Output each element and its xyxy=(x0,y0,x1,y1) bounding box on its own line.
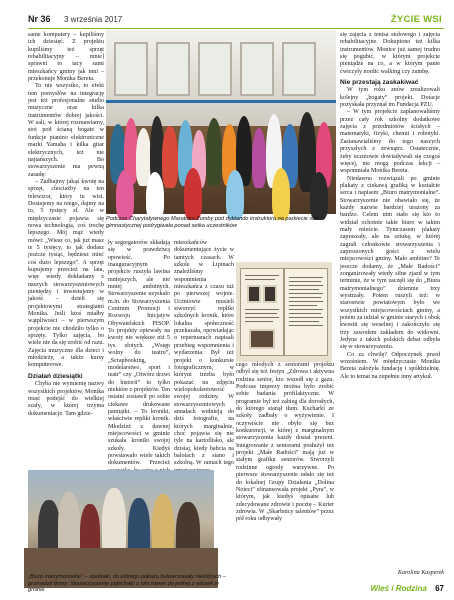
window xyxy=(156,42,190,96)
subheading: Nie przestają zaskakiwać xyxy=(340,79,419,87)
window xyxy=(198,42,232,96)
header-divider xyxy=(28,28,444,29)
page-footer xyxy=(370,584,444,593)
dancing-crowd xyxy=(106,110,336,220)
paragraph: – Zadbajmy jakąś kwotę na sprzęt, chociażby na ten telewizor, który tu wisi. Dostajemy na niego, dajmy na to, 5 tysięcy zł. Ale w międzyczasie pojawia się nowa technologia, coś trochę lepszego. Mój mąż wtedy mówi: „Wiesz co, jak już masz te 5 tysięcy, to jak dodasz jeszcze tysiąc, będziesz mieć coś dużo lepszego”. A sprzęt kupujemy przecież na lata, więc wtedy dokładamy z naszych stowarzyszeniowych pieniędzy i inwestujemy w jakość – dzieli się projektowymi strategiami Monika. Jeśli ktoś miałby wątpliwości – w pierwszym projekcie nie chodziło tylko o sprzęty. Tylko zajęcia, bo wiele nie da się zrobić od razu. Zajęcia muzyczne dla dzieci i młodzieży, a także kursy komputerowe. xyxy=(28,178,104,369)
subheading: Działań dziesiątki xyxy=(28,372,83,380)
issue-number: Nr 36 xyxy=(28,14,51,24)
column-2 xyxy=(108,240,170,470)
paragraph: cego młodych z seniorami projektu odbył się też festyn „Zdrowa i aktywna rodzina senior, kto wszedł się z gazu. Podczas imprezy można było zrobić sobie badania profilaktyczne. W programie był też zabieg dla dorosłych, do którego stanął tłum. Kucharki ze szkoły zadbały o wyżywienie. I oczywiście nie obyło się bez konkurencji, w której z marginalnym stowarzyszenia każdy dostał prezent. Integrowanie z seniorami posłużył też projekt „Małe Radości” mają już w stałym grafiku seniorów. Stworzyli rodzinne ogrody warzywne. Po pierwsze stowarzyszenie udało się też do lokalnej Grupy Działania „Dolina Noteci” sfinansowała projekt „Pyra”, w którym, jak kiedyś opisane lub zdecydowane zdrowie i pocztę – Kurier zdrowia. W „Skarbnicy talentów” przez pół roku odbywały xyxy=(236,362,334,523)
paragraph: się zajęcia z tenisa stołowego i zajęcia rehabilitacyjne. Dokupiono też kilka instrumentów. Monice już samej trudno się pogubić, w którym projekcie pieniądze na co, a w którym panie ćwiczyły nordic walking czy zumbę. xyxy=(340,32,440,75)
section-brand: ŻYCIE WSI xyxy=(390,14,442,25)
magazine-name: Wieś i Rodzina xyxy=(370,584,427,593)
column-3 xyxy=(174,240,234,470)
paragraph: W tym roku znów zrealizowali kolejny „bogaty” projekt. Dotacje pozyskała przyznał im Fundacja PZU. xyxy=(340,87,440,109)
article-author: Karolina Kasperek xyxy=(397,570,444,576)
page-number: 67 xyxy=(435,584,444,593)
paragraph: mieszkańców dokumentujące życie w tamtych czasach. W szkole w Lipinach znaleźliśmy wspomnienia mieszkańca z czasu tuż po pierwszej wojnie. Uczniowie musieli stworzyć repliki szkolnych kronik, które lokalna społeczność przekazała, opowiadając o repertuarach napisali przebieg wspomnienia i wydarzenia. Był też projekt o konkursie fotograficznym, w którym trzeba było pokazać na zdjęciu wielopokoleniowość swojej rodziny. W stowarzyszeniowych annałach widnieją do dziś fotografie, na których marginalnie, choć pojawia się nie tyle na kartoflisko, ale dzisiaj, kiedy babcia na balotach z siano i szkolną. W ramach tego xyxy=(174,240,234,467)
window xyxy=(282,42,316,96)
bottom-photo-caption: „Biuro matrymonialne” – spektakl, do którego pokazu bułwersowały niektórych – gromadził tłumy. Stowarzyszenie pojechało z nim nawet do jednej z wiosek w gminie xyxy=(28,574,226,594)
issue-date: 3 września 2017 xyxy=(64,15,123,24)
paragraph: – W tym projekcie zaplanowaliśmy przez cały rok szkolny dodatkowe zajęcia z przedmiotów ścisłych – matematyki, fizyki, chemii i robotyki. Zastanawialiśmy do tego naszych przyszłych z zewnątrz. Ostatecznie, żeby uczniowie dowiadywali się czegoś więcej, nie mogą podczas lekcji – wspomniała Monika Bereta. xyxy=(340,109,440,175)
column-5 xyxy=(340,32,440,568)
paragraph: ły segregatorów składają się w prawdziwą opowieść. Po inauguracyjnym projekcie ruszyła lawina mniejszych, ale nie mniej ambitnych. Stowarzyszenie uzyskało m.in. do Stowarzyszenia Centrum Promocji i Rozwoju Inicjatyw Obywatelskich PISOP. To projekty opiewały na kwoty nie większe niż 5 tys. złotych. „Wstęp wolny do teatru”, „Scrapbooking, modelarstwo, sport i teatr” czy „Otwórz drzwi do historii” to tylko niektóre z projektów. Ten ostatni zostawił po sobie ciekawe drukowane pamiątki. – To kroniki, właściwie repliki kronik. Młodzież z dawnej miejscowości w gminie szukała kroniki swojej szkoły. Kiedyś powstawało wiele takich dokumentów. Przecież xyxy=(108,240,171,467)
paragraph: Niedawno rozwiązali po gminie plakaty z ciekawą grafiką w kształcie serca i napisem „Biuro matrymonialne”. Stowarzyszenie nie obawiało się, że każdy nazwie bardziej urażony za bardzo. Celem nim stało się kto to widział ochotnie takie biuro w takim mały mieście. Tymczasem plakaty zapraszały, ale na sztukę, w której zagrali członkowie stowarzyszenia i zaproszonych gości z wielu miejscowości gminy. Mało ambitne? Te jeszcze dodamy, że „Małe Radości” zorganizowały wtedy silne zjazd w tym terminie, że w tym zaczęli się do „Biura matrymonialnego” dziennie trzy wystrzały. Potem ruszyli też: w starostwie powiatowym było we wszystkich miejscowościach gminy, a potem za udział w gminie starych i obok kwestii się weselnej i zakończyło się trzy zawodem zakładem do widowni. Jedyne z takich polskich debat odbyła się w stowarzyszeniu. xyxy=(340,175,440,351)
page-header xyxy=(28,14,444,26)
top-photo-caption: Podczas Charytatywnego Maratonu Zumby pod dyktando instruktora na parkiecie sali gimnastycznej podrygiwała ponad setka uczestników xyxy=(106,216,318,229)
paragraph: same komputery – kupiliśmy ich dziesięć. Z projektu kupiliśmy też sprzęt rehabilitacyjny – mnie] sprawni to tacy sami mieszkańcy gminy jak inni – przekonuje Monika Bereta. xyxy=(28,32,104,83)
theatre-performance-photo xyxy=(28,470,214,586)
paragraph: To nie wszystko, to efekt tem pomysłów na integrację jest też profesjonalne studio muzyczne oraz kilka instrumentów dobrej jakości. W sali, w której rozmawiamy, stoi pod ścianą bogate w funkcje pianino elektroniczne marki Yamaha i kilka gitar elektrycznych, też nie najtańszych. Bo stowarzyszenie ma pewną zasadę: xyxy=(28,83,104,178)
window xyxy=(114,42,148,96)
zumba-marathon-photo xyxy=(106,30,336,214)
column-4-body xyxy=(236,238,334,588)
paragraph: Co za chwilę? Odpoczynek przed wrześniem. W międzyczasie Monika Bereta założyła fundację i spółdzielnię. Ale to temat na zupełnie inny artykuł. xyxy=(340,351,440,380)
column-1 xyxy=(28,32,104,468)
paragraph: Chyba nie wymienię nazwy wszystkich projektów, Monika musi podejść do wielkiej szafy, w której trzyma dokumentacje. Tam gdzie- xyxy=(28,381,104,417)
wall-stripe xyxy=(106,100,336,103)
window xyxy=(240,42,274,96)
